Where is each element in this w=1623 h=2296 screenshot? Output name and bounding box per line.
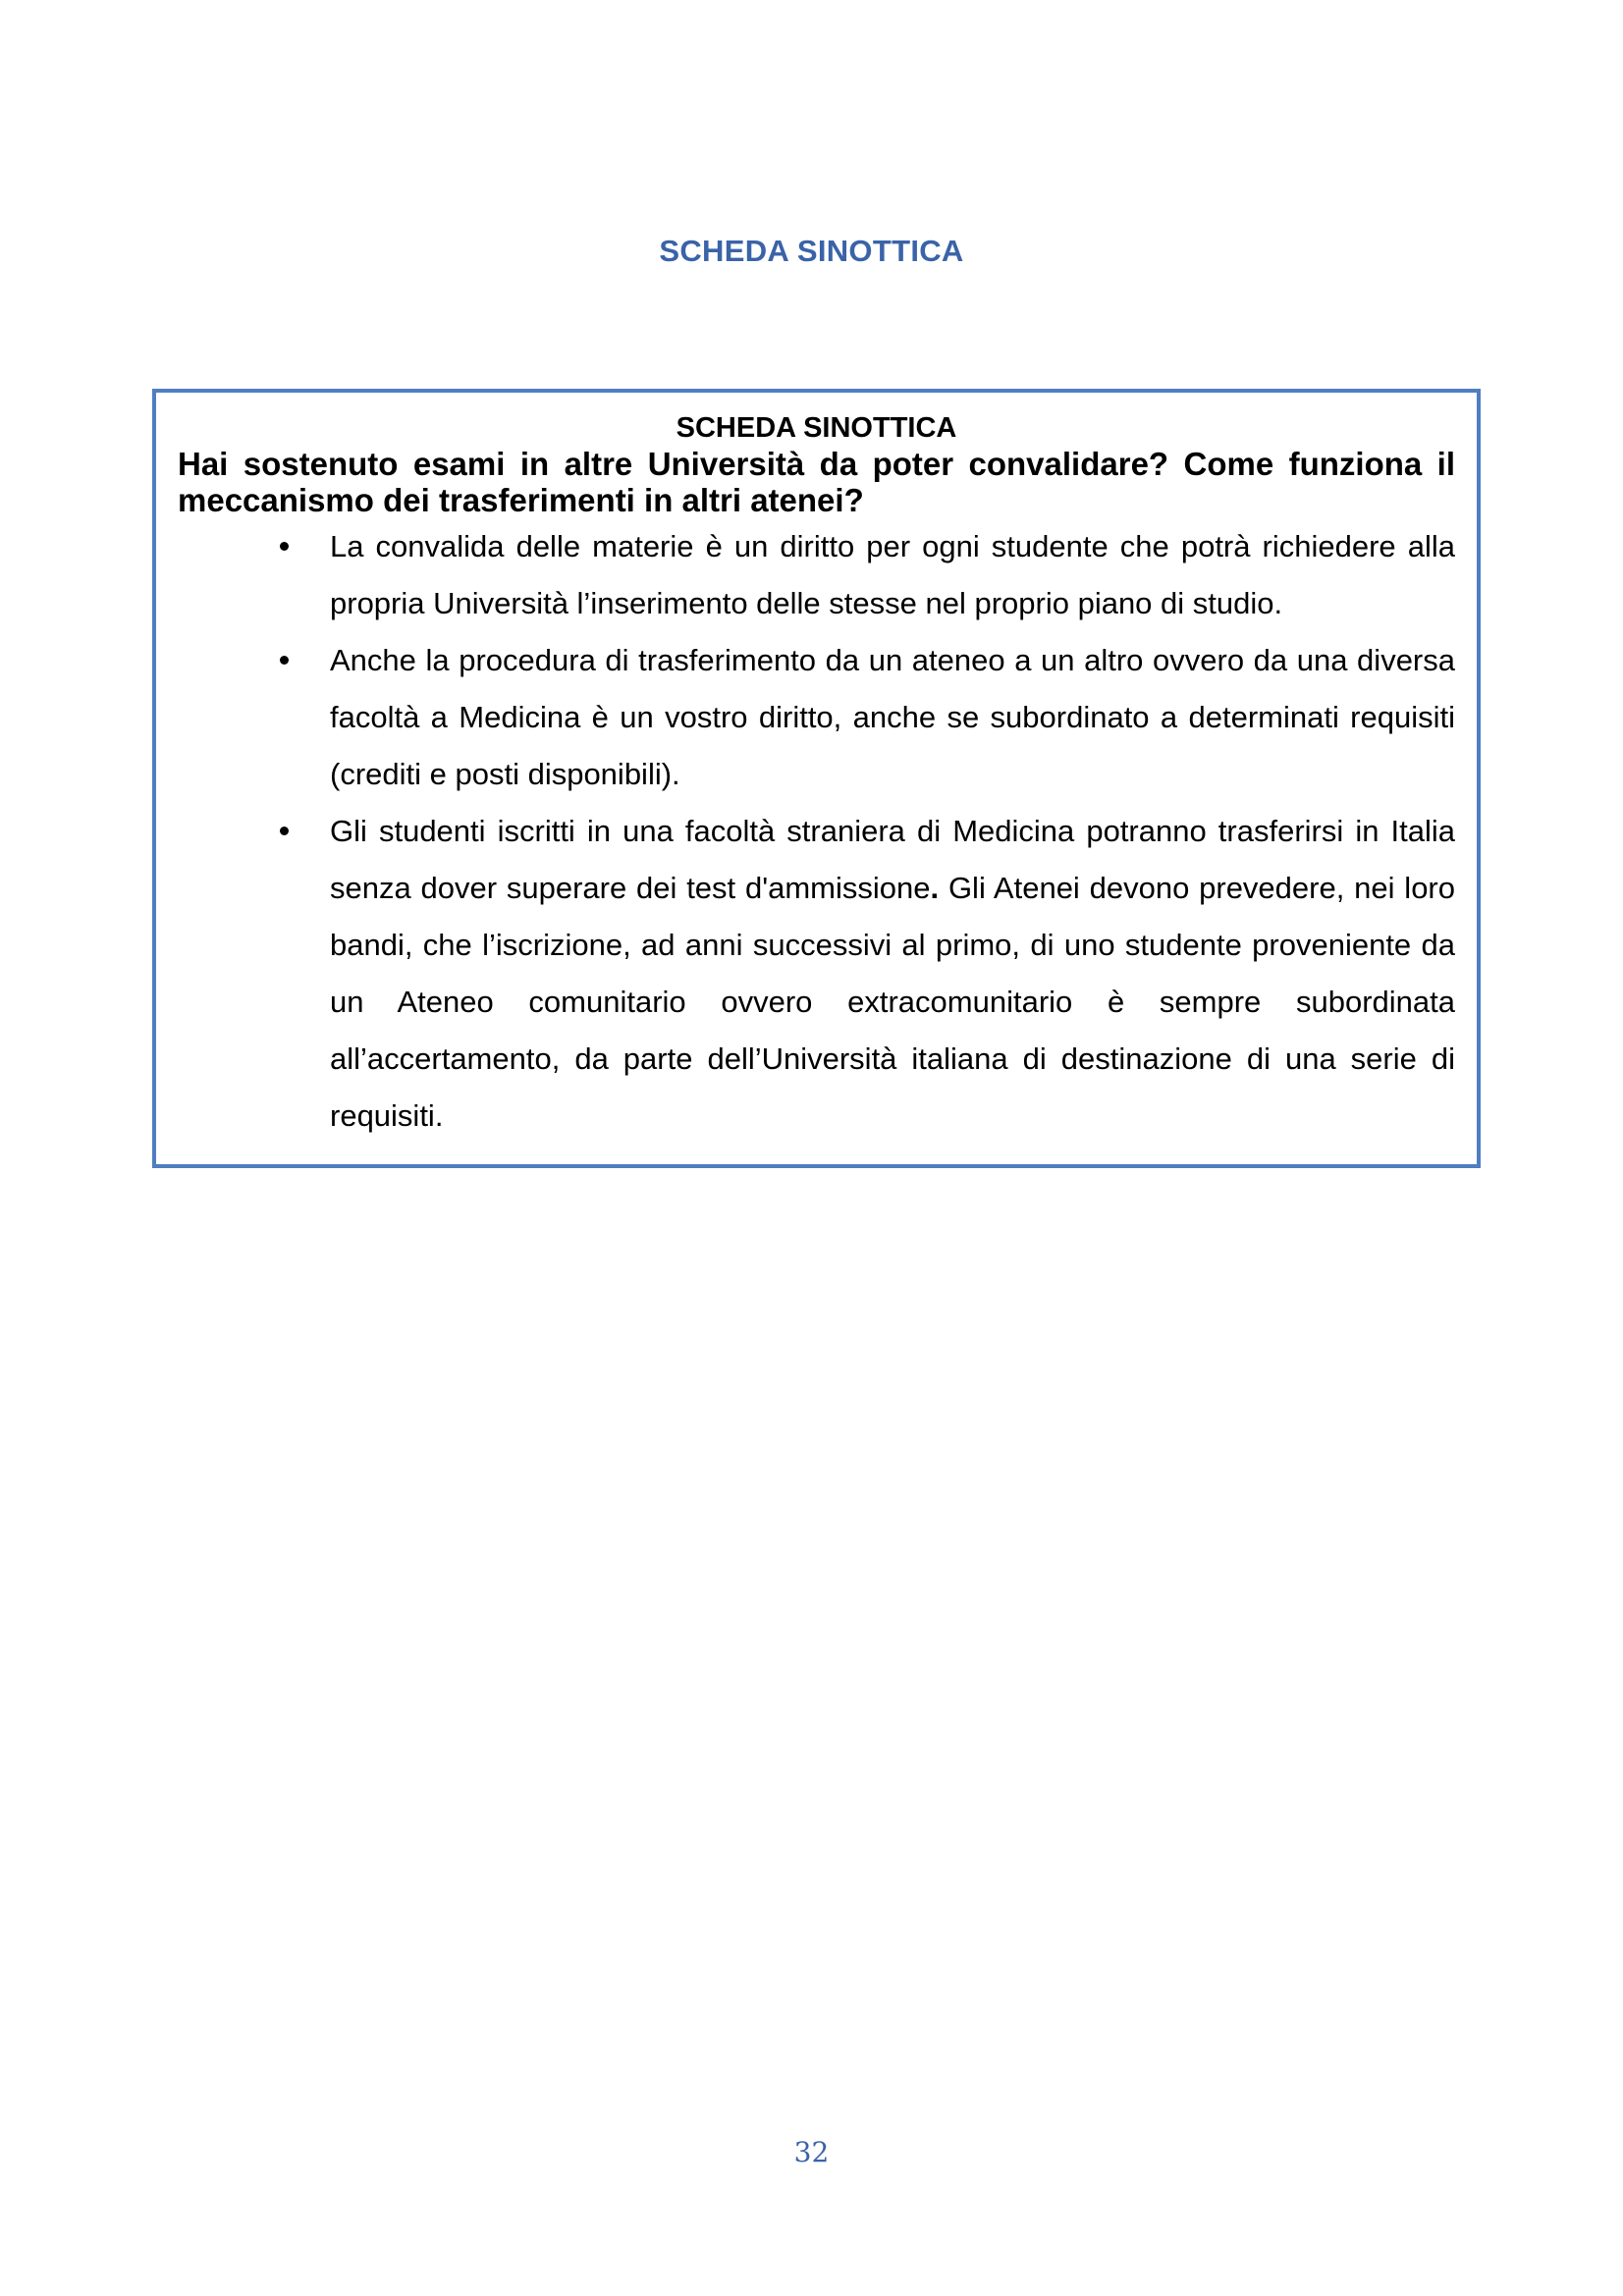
list-item bbox=[178, 518, 1455, 632]
box-question bbox=[178, 446, 1455, 518]
bullet-text-part-2: Gli Atenei devono prevedere, nei loro bandi, che l’iscrizione, ad anni successivi al primo, di uno studente proveniente da un Ateneo comunitario ovvero extracomunitario è sempre subordinata all’accertamento, da parte dell’Università italiana di destinazione di una serie di requisiti. bbox=[330, 871, 1455, 1133]
bullet-icon bbox=[280, 542, 289, 551]
bullet-bold-period: . bbox=[930, 871, 940, 905]
list-item bbox=[178, 803, 1455, 1145]
page-number: 32 bbox=[793, 2136, 830, 2168]
synoptic-box bbox=[152, 389, 1481, 1168]
bullet-text: Anche la procedura di trasferimento da un ateneo a un altro ovvero da una diversa facoltà a Medicina è un vostro diritto, anche se subordinato a determinati requisiti (crediti e posti disponibili). bbox=[330, 643, 1455, 791]
page-heading: SCHEDA SINOTTICA bbox=[659, 234, 964, 268]
bullet-text-part-1: Gli studenti iscritti in una facoltà straniera di Medicina potranno trasferirsi in Italia senza dover superare dei test d'ammissione bbox=[330, 814, 1455, 905]
bullet-icon bbox=[280, 656, 289, 665]
question-line-1: Hai sostenuto esami in altre Università da poter convalidare? Come funziona il bbox=[178, 446, 1455, 482]
bullet-icon bbox=[280, 827, 289, 835]
box-title: SCHEDA SINOTTICA bbox=[676, 412, 957, 444]
bullet-text: La convalida delle materie è un diritto per ogni studente che potrà richiedere alla propria Università l’inserimento delle stesse nel proprio piano di studio. bbox=[330, 529, 1455, 620]
list-item bbox=[178, 632, 1455, 803]
bullet-list bbox=[178, 518, 1455, 1145]
question-line-2: meccanismo dei trasferimenti in altri atenei? bbox=[178, 482, 864, 518]
